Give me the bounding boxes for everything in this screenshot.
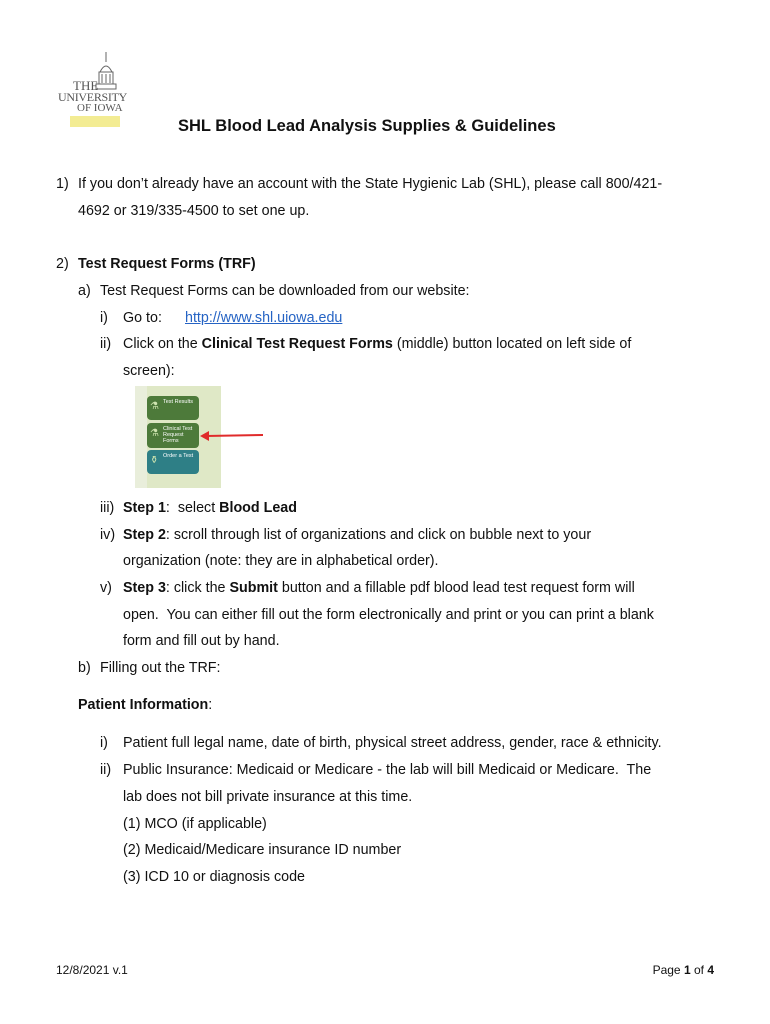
sub-item-2: (2) Medicaid/Medicare insurance ID number <box>123 842 402 858</box>
figure-btn1-label: Test Results <box>163 399 193 405</box>
figure-clinical-trf-button <box>147 423 199 448</box>
v-bold1: Step 3 <box>123 580 166 596</box>
patient-heading-bold: Patient Information <box>78 697 209 713</box>
patient-ii-line2: lab does not bill private insurance at this time. <box>123 789 413 805</box>
item2a-iii-label: iii) <box>100 500 115 516</box>
item2b-text: Filling out the TRF: <box>100 660 221 676</box>
page-total: 4 <box>707 963 714 977</box>
item2a-v-label: v) <box>100 580 112 596</box>
patient-ii-label: ii) <box>100 762 112 778</box>
microscope-icon: ⚗ <box>150 428 159 439</box>
ii-bold: Clinical Test Request Forms <box>201 336 393 352</box>
footer-date: 12/8/2021 v.1 <box>56 963 128 977</box>
figure-btn3-label: Order a Test <box>163 453 194 459</box>
iv-text: : scroll through list of organizations and click on bubble next to your <box>165 527 592 543</box>
iii-mid: : select <box>165 500 220 516</box>
page-pre: Page <box>652 963 684 977</box>
item2a-v-line2: open. You can either fill out the form electronically and print or you can print a blank <box>123 607 654 623</box>
item2-number: 2) <box>56 256 69 272</box>
logo-line1: THE <box>73 78 99 93</box>
item2a-label: a) <box>78 283 91 299</box>
page-title: SHL Blood Lead Analysis Supplies & Guidelines <box>178 117 556 135</box>
iv-bold: Step 2 <box>123 527 166 543</box>
item2a-text: Test Request Forms can be downloaded from our website: <box>100 283 470 299</box>
patient-info-heading <box>78 697 212 713</box>
item1-line1: If you don’t already have an account with the State Hygienic Lab (SHL), please call 800/421- <box>78 176 663 192</box>
item2a-ii-line2: screen): <box>123 363 175 379</box>
logo-line2: UNIVERSITY <box>58 90 127 104</box>
item2b-label: b) <box>78 660 91 676</box>
item2a-v-line1 <box>123 580 635 596</box>
item2a-i-text: Go to: <box>123 310 162 326</box>
item2a-iii-text <box>123 500 297 516</box>
footer-page-number <box>653 963 714 977</box>
logo-line3: OF IOWA <box>77 102 123 114</box>
patient-i-label: i) <box>100 735 108 751</box>
ii-pre: Click on the <box>123 336 202 352</box>
item2a-ii-line1 <box>123 336 631 352</box>
red-arrow-icon <box>200 430 264 442</box>
item2a-iv-line1 <box>123 527 591 543</box>
page-of: of <box>690 963 708 977</box>
v-post: button and a fillable pdf blood lead test request form will <box>277 580 635 596</box>
iii-bold2: Blood Lead <box>219 500 297 516</box>
item2a-iv-line2: organization (note: they are in alphabetical order). <box>123 553 439 569</box>
patient-ii-line1: Public Insurance: Medicaid or Medicare - the lab will bill Medicaid or Medicare. The <box>123 762 652 778</box>
page-current: 1 <box>683 963 691 977</box>
v-bold2: Submit <box>229 580 278 596</box>
sub-item-3: (3) ICD 10 or diagnosis code <box>123 869 305 885</box>
item2-heading: Test Request Forms (TRF) <box>78 256 256 272</box>
ii-post: (middle) button located on left side of <box>392 336 632 352</box>
microscope-icon: ⚗ <box>150 401 159 412</box>
item2a-ii-label: ii) <box>100 336 112 352</box>
item1-line2: 4692 or 319/335-4500 to set one up. <box>78 203 310 219</box>
item2a-iv-label: iv) <box>100 527 116 543</box>
figure-btn2-label: Clinical Test Request Forms <box>163 426 193 444</box>
item1-number: 1) <box>56 176 69 192</box>
item2a-i-label: i) <box>100 310 108 326</box>
patient-heading-colon: : <box>208 697 213 713</box>
v-mid: : click the <box>165 580 230 596</box>
figure-test-results-button <box>147 396 199 420</box>
figure-sidebar-strip <box>135 386 147 488</box>
logo-accent-bar <box>70 116 120 127</box>
flask-icon: ⚱ <box>150 455 159 466</box>
shl-website-link[interactable]: http://www.shl.uiowa.edu <box>185 310 343 326</box>
sub-item-1: (1) MCO (if applicable) <box>123 816 267 832</box>
patient-i-text: Patient full legal name, date of birth, physical street address, gender, race & ethnicity. <box>123 735 662 751</box>
item2a-v-line3: form and fill out by hand. <box>123 633 280 649</box>
iii-bold1: Step 1 <box>123 500 166 516</box>
figure-order-test-button <box>147 450 199 474</box>
